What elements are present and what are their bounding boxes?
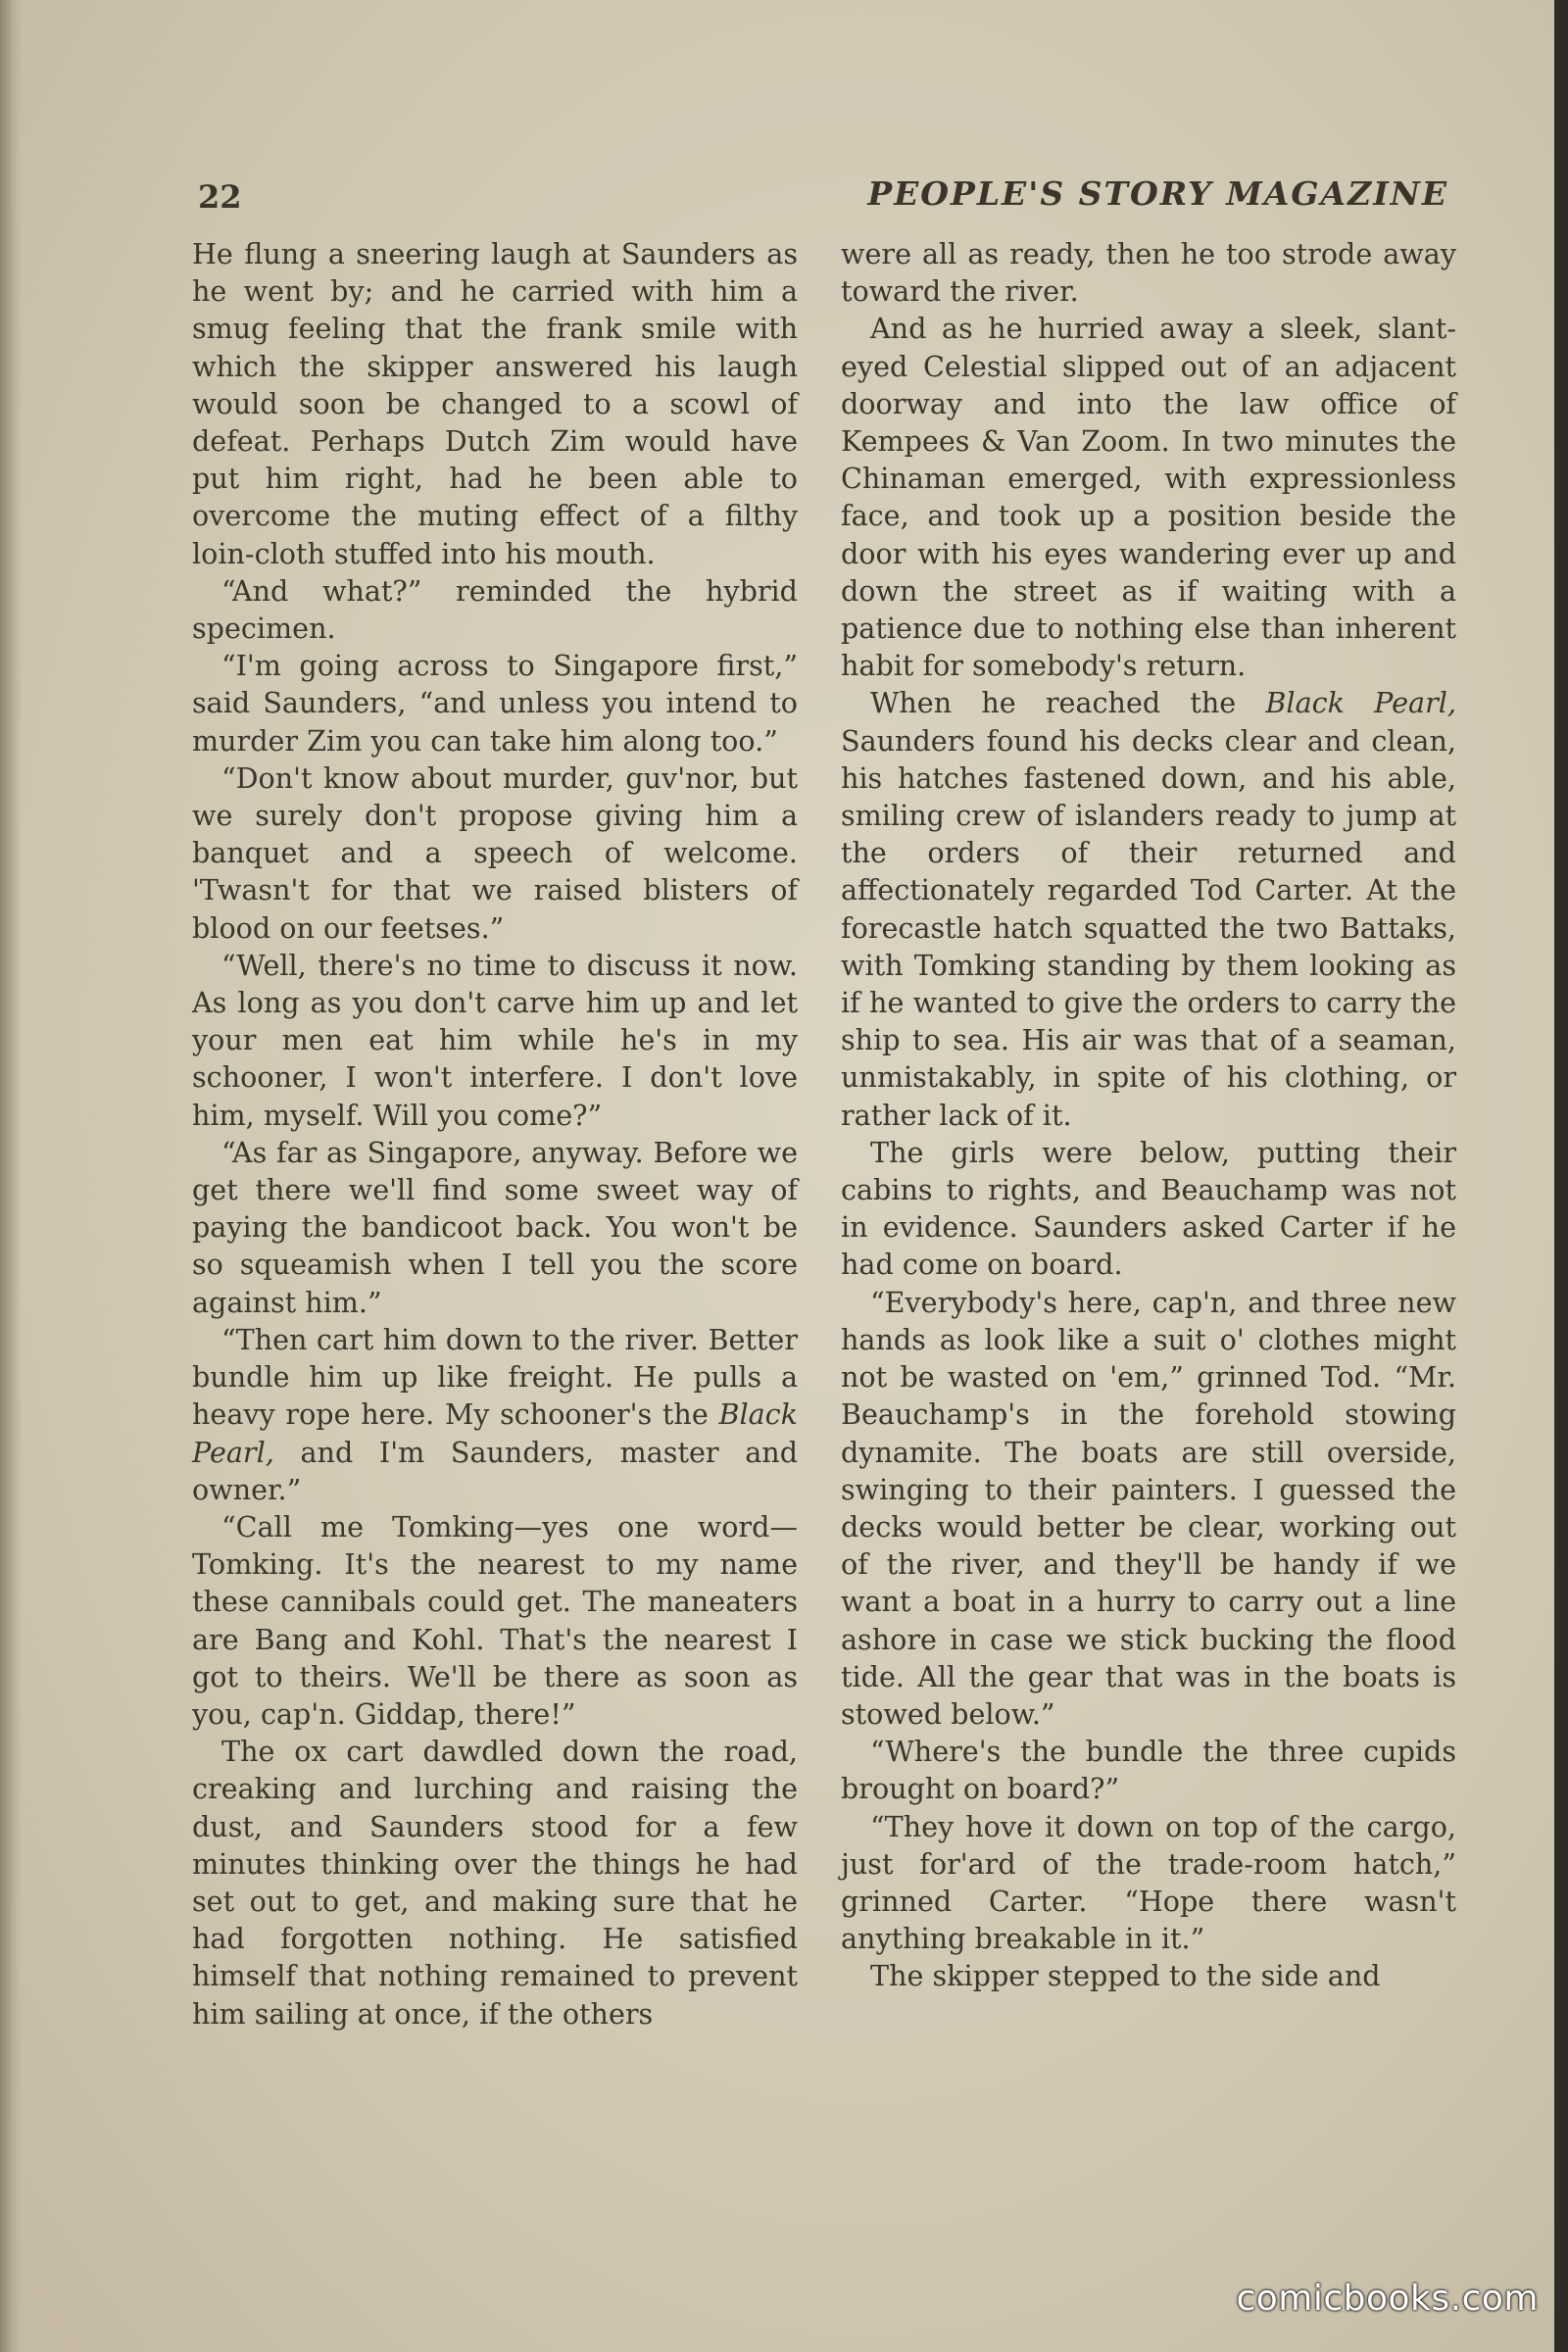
paragraph: were all as ready, then he too strode away toward the river.: [841, 237, 1456, 309]
paragraph: “Where's the bundle the three cupids brought on board?”: [841, 1735, 1456, 1806]
watermark: comicbooks.com: [1236, 2278, 1539, 2319]
paragraph: “I'm going across to Singapore first,” said Saunders, “and unless you intend to murder Zim you can take him along too.”: [192, 649, 798, 758]
paragraph: “Everybody's here, cap'n, and three new hands as look like a suit o' clothes might not be wasted on 'em,” grinned Tod. “Mr. Beauchamp's in the forehold stowing dynamite. The boats are still overside, swinging to their painters. I guessed the decks would better be clear, working out of the river, and they'll be handy if we want a boat in a hurry to carry out a line ashore in case we stick bucking the flood tide. All the gear that was in the boats is stowed below.”: [841, 1285, 1456, 1731]
page-right-edge: [1554, 0, 1568, 2352]
text-run: Saunders found his decks clear and clean, his hatches fastened down, and his able, smiling crew of islanders ready to jump at the orders of their returned and affectionately regarded Tod Carter. At the forecastle hatch squatted the two Battaks, with Tomking standing by them looking as if he wanted to give the orders to carry the ship to sea. His air was that of a seaman, unmistakably, in spite of his clothing, or rather lack of it.: [841, 723, 1456, 1132]
paragraph: The girls were below, putting their cabins to rights, and Beauchamp was not in evidence. Saunders asked Carter if he had come on board.: [841, 1135, 1456, 1282]
paragraph: And as he hurried away a sleek, slant-eyed Celestial slipped out of an adjacent doorway and into the law office of Kempees & Van Zoom. In two minutes the Chinaman emerged, with expressionless face, and took up a position beside the door with his eyes wandering ever up and down the street as if waiting with a patience due to nothing else than inherent habit for somebody's return.: [841, 312, 1456, 683]
paragraph: The skipper stepped to the side and: [870, 1959, 1381, 1993]
right-column: [841, 235, 1456, 1995]
paragraph: “Call me Tomking—yes one word—Tomking. It's the nearest to my name these cannibals could get. The maneaters are Bang and Kohl. That's the nearest I got to theirs. We'll be there as soon as you, cap'n. Giddap, there!”: [192, 1509, 798, 1731]
text-run: When he reached the: [870, 686, 1266, 720]
paragraph: “And what?” reminded the hybrid specimen.: [192, 573, 798, 646]
text-run: “Then cart him down to the river. Better bundle him up like freight. He pulls a heavy rope here. My schooner's the: [192, 1322, 798, 1432]
running-head-title: PEOPLE'S STORY MAGAZINE: [867, 174, 1448, 213]
left-column: [192, 235, 798, 2033]
page-left-edge-shadow: [0, 0, 22, 2352]
paragraph: [841, 684, 1456, 1133]
ship-name-italic: Black Pearl,: [1265, 686, 1456, 720]
paragraph: “As far as Singapore, anyway. Before we get there we'll find some sweet way of paying the bandicoot back. You won't be so squeamish when I tell you the score against him.”: [192, 1135, 798, 1319]
paragraph: [192, 1321, 798, 1508]
paragraph: “Well, there's no time to discuss it now. As long as you don't carve him up and let your men eat him while he's in my schooner, I won't interfere. I don't love him, myself. Will you come?”: [192, 948, 798, 1132]
text-run: and I'm Saunders, master and owner.”: [192, 1435, 798, 1506]
paragraph: The ox cart dawdled down the road, creaking and lurching and raising the dust, and Saunders stood for a few minutes thinking over the things he had set out to get, and making sure that he had forgotten nothing. He satisfied himself that nothing remained to prevent him sailing at once, if the others: [192, 1735, 798, 2031]
page-number: 22: [198, 178, 242, 216]
paragraph: He flung a sneering laugh at Saunders as he went by; and he carried with him a smug feeling that the frank smile with which the skipper answered his laugh would soon be changed to a scowl of defeat. Perhaps Dutch Zim would have put him right, had he been able to overcome the muting effect of a filthy loin-cloth stuffed into his mouth.: [192, 237, 798, 570]
paragraph: “Don't know about murder, guv'nor, but we surely don't propose giving him a banquet and a speech of welcome. 'Twasn't for that we raised blisters of blood on our feetses.”: [192, 760, 798, 945]
ship-name-italic: Black Pearl,: [192, 1397, 798, 1469]
paragraph: “They hove it down on top of the cargo, just for'ard of the trade-room hatch,” grinned Carter. “Hope there wasn't anything breakable in it.”: [841, 1809, 1456, 1956]
